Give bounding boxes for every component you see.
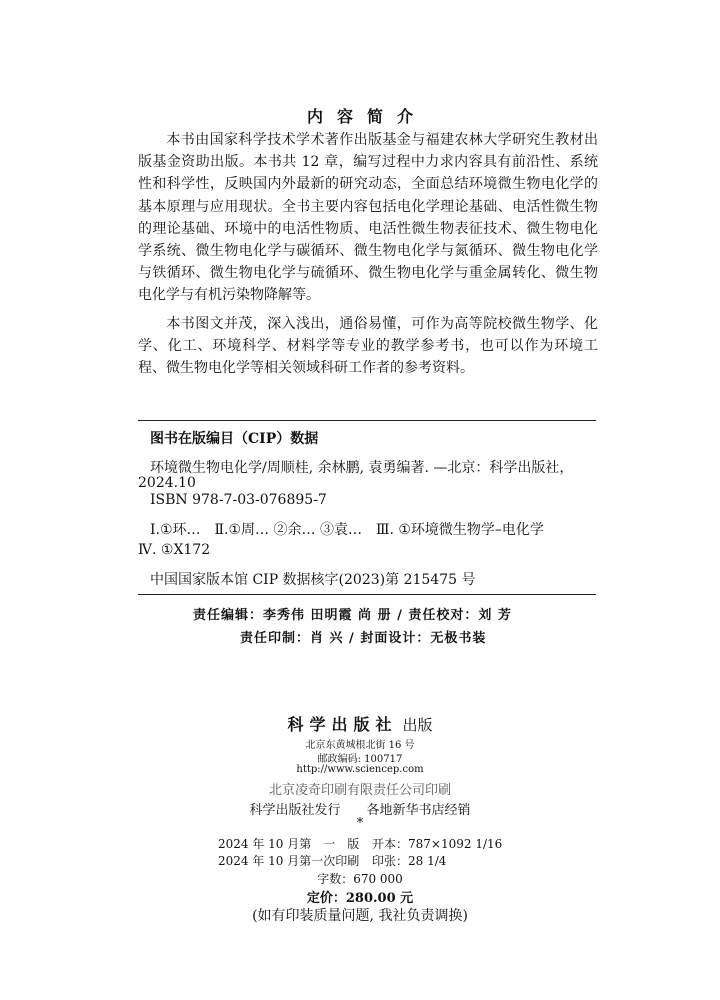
publisher-logo: 科学出版社 (287, 715, 398, 734)
edition-date: 2024 年 10 月第 一 版 (218, 837, 360, 851)
format-size: 开本：787×1092 1/16 (372, 837, 503, 851)
quality-note: (如有印装质量问题, 我社负责调换) (252, 908, 468, 924)
intro-paragraph-1-text: 本书由国家科学技术学术著作出版基金与福建农林大学研究生教材出版基金资助出版。本书共 12 章，编写过程中力求内容具有前沿性、系统性和科学性，反映国内外最新的研究动态，全面总结环境微生物电化学的基本原理与应用现状。全书主要内容包括电化学理论基础、电活性微生物的理论基础、环境中的电活性物质、电活性微生物表征技术、微生物电化学系统、微生物电化学与碳循环、微生物电化学与氮循环、微生物电化学与铁循环、微生物电化学与硫循环、微生物电化学与重金属转化、微生物电化学与有机污染物降解等。 (138, 132, 598, 304)
sheet-count: 印张：28 1/4 (372, 854, 447, 868)
cip-record-number: 中国国家版本馆 CIP 数据核字(2023)第 215475 号 (150, 572, 476, 588)
credits-editors: 责任编辑：李秀伟 田明霞 尚 册 / 责任校对：刘 芳 (193, 608, 512, 623)
publisher-postcode: 邮政编码: 100717 (317, 754, 403, 765)
printer-name: 北京凌奇印刷有限责任公司印刷 (268, 783, 451, 798)
publisher-website: http://www.sciencep.com (296, 764, 424, 775)
cip-citation-line-2: 2024.10 (138, 475, 196, 491)
cip-top-rule (138, 420, 596, 421)
price: 定价：280.00 元 (306, 891, 414, 906)
printing-date: 2024 年 10 月第一次印刷 (218, 854, 360, 868)
credits-print-design: 责任印制：肖 兴 / 封面设计：无极书装 (240, 631, 487, 646)
page-title: 内容简介 (306, 107, 427, 126)
cip-classification-2: Ⅳ. ①X172 (138, 542, 211, 558)
cip-isbn: ISBN 978-7-03-076895-7 (150, 492, 327, 508)
separator-star: * (356, 816, 364, 831)
intro-paragraph-2 (138, 313, 598, 380)
cip-citation-line-1: 环境微生物电化学/周顺桂, 余林鹏, 袁勇编著. —北京：科学出版社， (150, 460, 574, 476)
publisher-address: 北京东黄城根北街 16 号 (305, 740, 415, 751)
cip-title: 图书在版编目（CIP）数据 (150, 431, 319, 447)
word-count: 字数：670 000 (317, 872, 403, 886)
cip-bottom-rule (138, 594, 596, 595)
issuer-distributor: 科学出版社发行 各地新华书店经销 (249, 803, 471, 818)
publisher-word: 出版 (402, 716, 433, 734)
cip-classification-1: Ⅰ.①环… Ⅱ.①周… ②余… ③袁… Ⅲ. ①环境微生物学–电化学 (150, 522, 544, 538)
intro-paragraph-1 (138, 129, 598, 307)
publisher-imprint (0, 712, 720, 735)
intro-paragraph-2-text: 本书图文并茂，深入浅出，通俗易懂，可作为高等院校微生物学、化学、化工、环境科学、材料学等专业的教学参考书，也可以作为环境工程、微生物电化学等相关领域科研工作者的参考资料。 (138, 316, 598, 377)
